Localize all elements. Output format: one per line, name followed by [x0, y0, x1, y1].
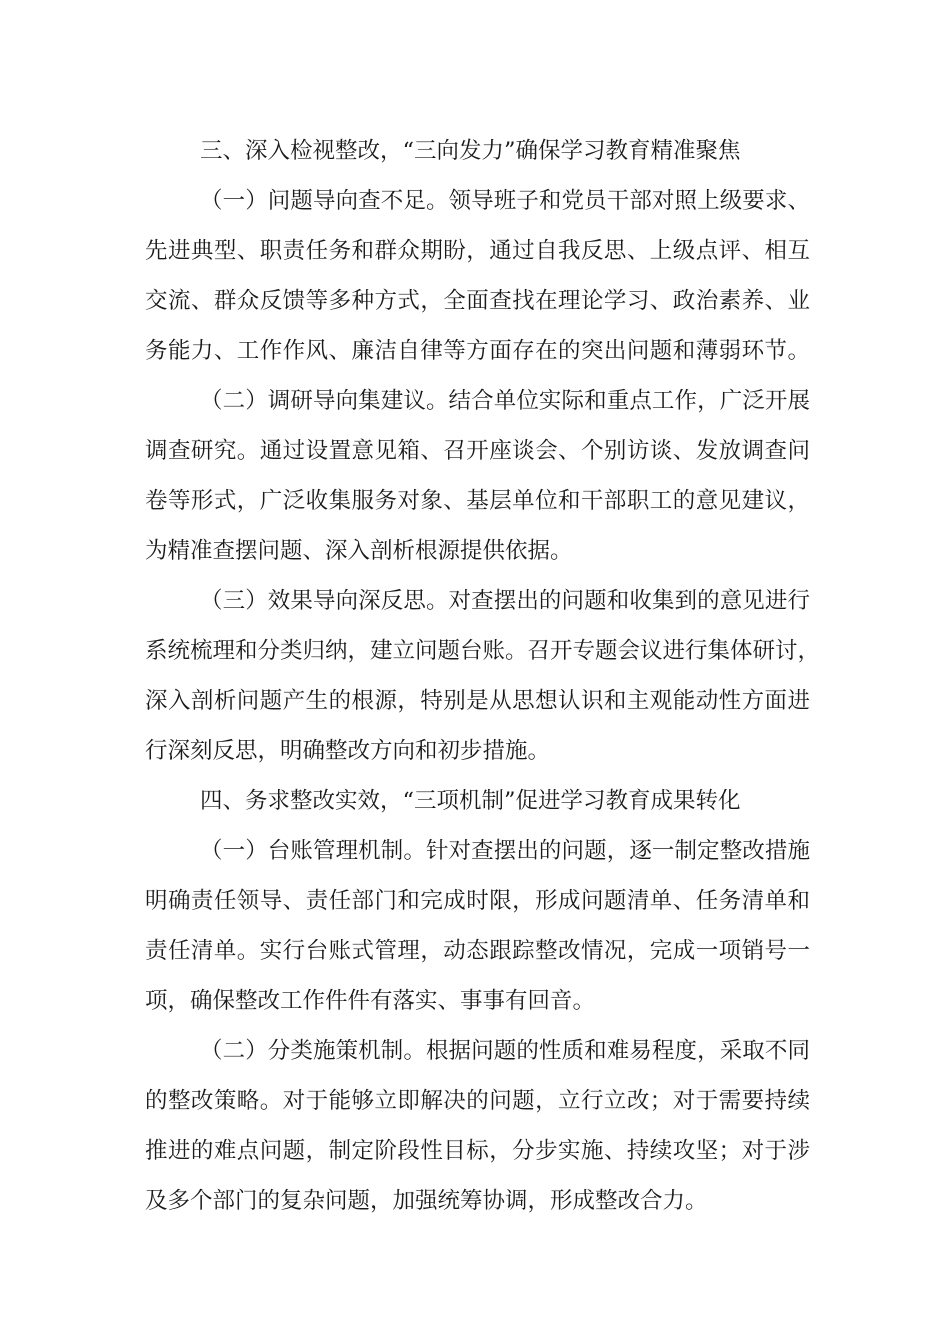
- paragraph-line: 行深刻反思，明确整改方向和初步措施。: [145, 738, 551, 764]
- paragraph-line: （三）效果导向深反思。对查摆出的问题和收集到的意见进行: [200, 588, 810, 614]
- paragraph-line: （一）问题导向查不足。领导班子和党员干部对照上级要求、: [200, 188, 810, 214]
- paragraph-line: 务能力、工作作风、廉洁自律等方面存在的突出问题和薄弱环节。: [145, 338, 810, 364]
- paragraph-line: 及多个部门的复杂问题，加强统筹协调，形成整改合力。: [145, 1188, 708, 1214]
- paragraph-line: （二）调研导向集建议。结合单位实际和重点工作，广泛开展: [200, 388, 810, 414]
- paragraph-line: （一）台账管理机制。针对查摆出的问题，逐一制定整改措施: [200, 838, 810, 864]
- paragraph-line: 系统梳理和分类归纳，建立问题台账。召开专题会议进行集体研讨，: [145, 638, 821, 664]
- paragraph-line: 责任清单。实行台账式管理，动态跟踪整改情况，完成一项销号一: [145, 938, 810, 964]
- paragraph-line: 项，确保整改工作件件有落实、事事有回音。: [145, 988, 596, 1014]
- paragraph-line: （二）分类施策机制。根据问题的性质和难易程度，采取不同: [200, 1038, 810, 1064]
- paragraph-line: 交流、群众反馈等多种方式，全面查找在理论学习、政治素养、业: [145, 288, 810, 314]
- paragraph-line: 深入剖析问题产生的根源，特别是从思想认识和主观能动性方面进: [145, 688, 810, 714]
- section-heading-4: 四、务求整改实效，“三项机制”促进学习教育成果转化: [200, 788, 741, 814]
- paragraph-line: 为精准查摆问题、深入剖析根源提供依据。: [145, 538, 573, 564]
- paragraph-line: 调查研究。通过设置意见箱、召开座谈会、个别访谈、发放调查问: [145, 438, 810, 464]
- paragraph-line: 先进典型、职责任务和群众期盼，通过自我反思、上级点评、相互: [145, 238, 810, 264]
- paragraph-line: 明确责任领导、责任部门和完成时限，形成问题清单、任务清单和: [145, 888, 810, 914]
- paragraph-line: 的整改策略。对于能够立即解决的问题，立行立改；对于需要持续: [145, 1088, 810, 1114]
- paragraph-line: 推进的难点问题，制定阶段性目标，分步实施、持续攻坚；对于涉: [145, 1138, 810, 1164]
- paragraph-line: 卷等形式，广泛收集服务对象、基层单位和干部职工的意见建议，: [145, 488, 810, 514]
- section-heading-3: 三、深入检视整改，“三向发力”确保学习教育精准聚焦: [200, 138, 741, 164]
